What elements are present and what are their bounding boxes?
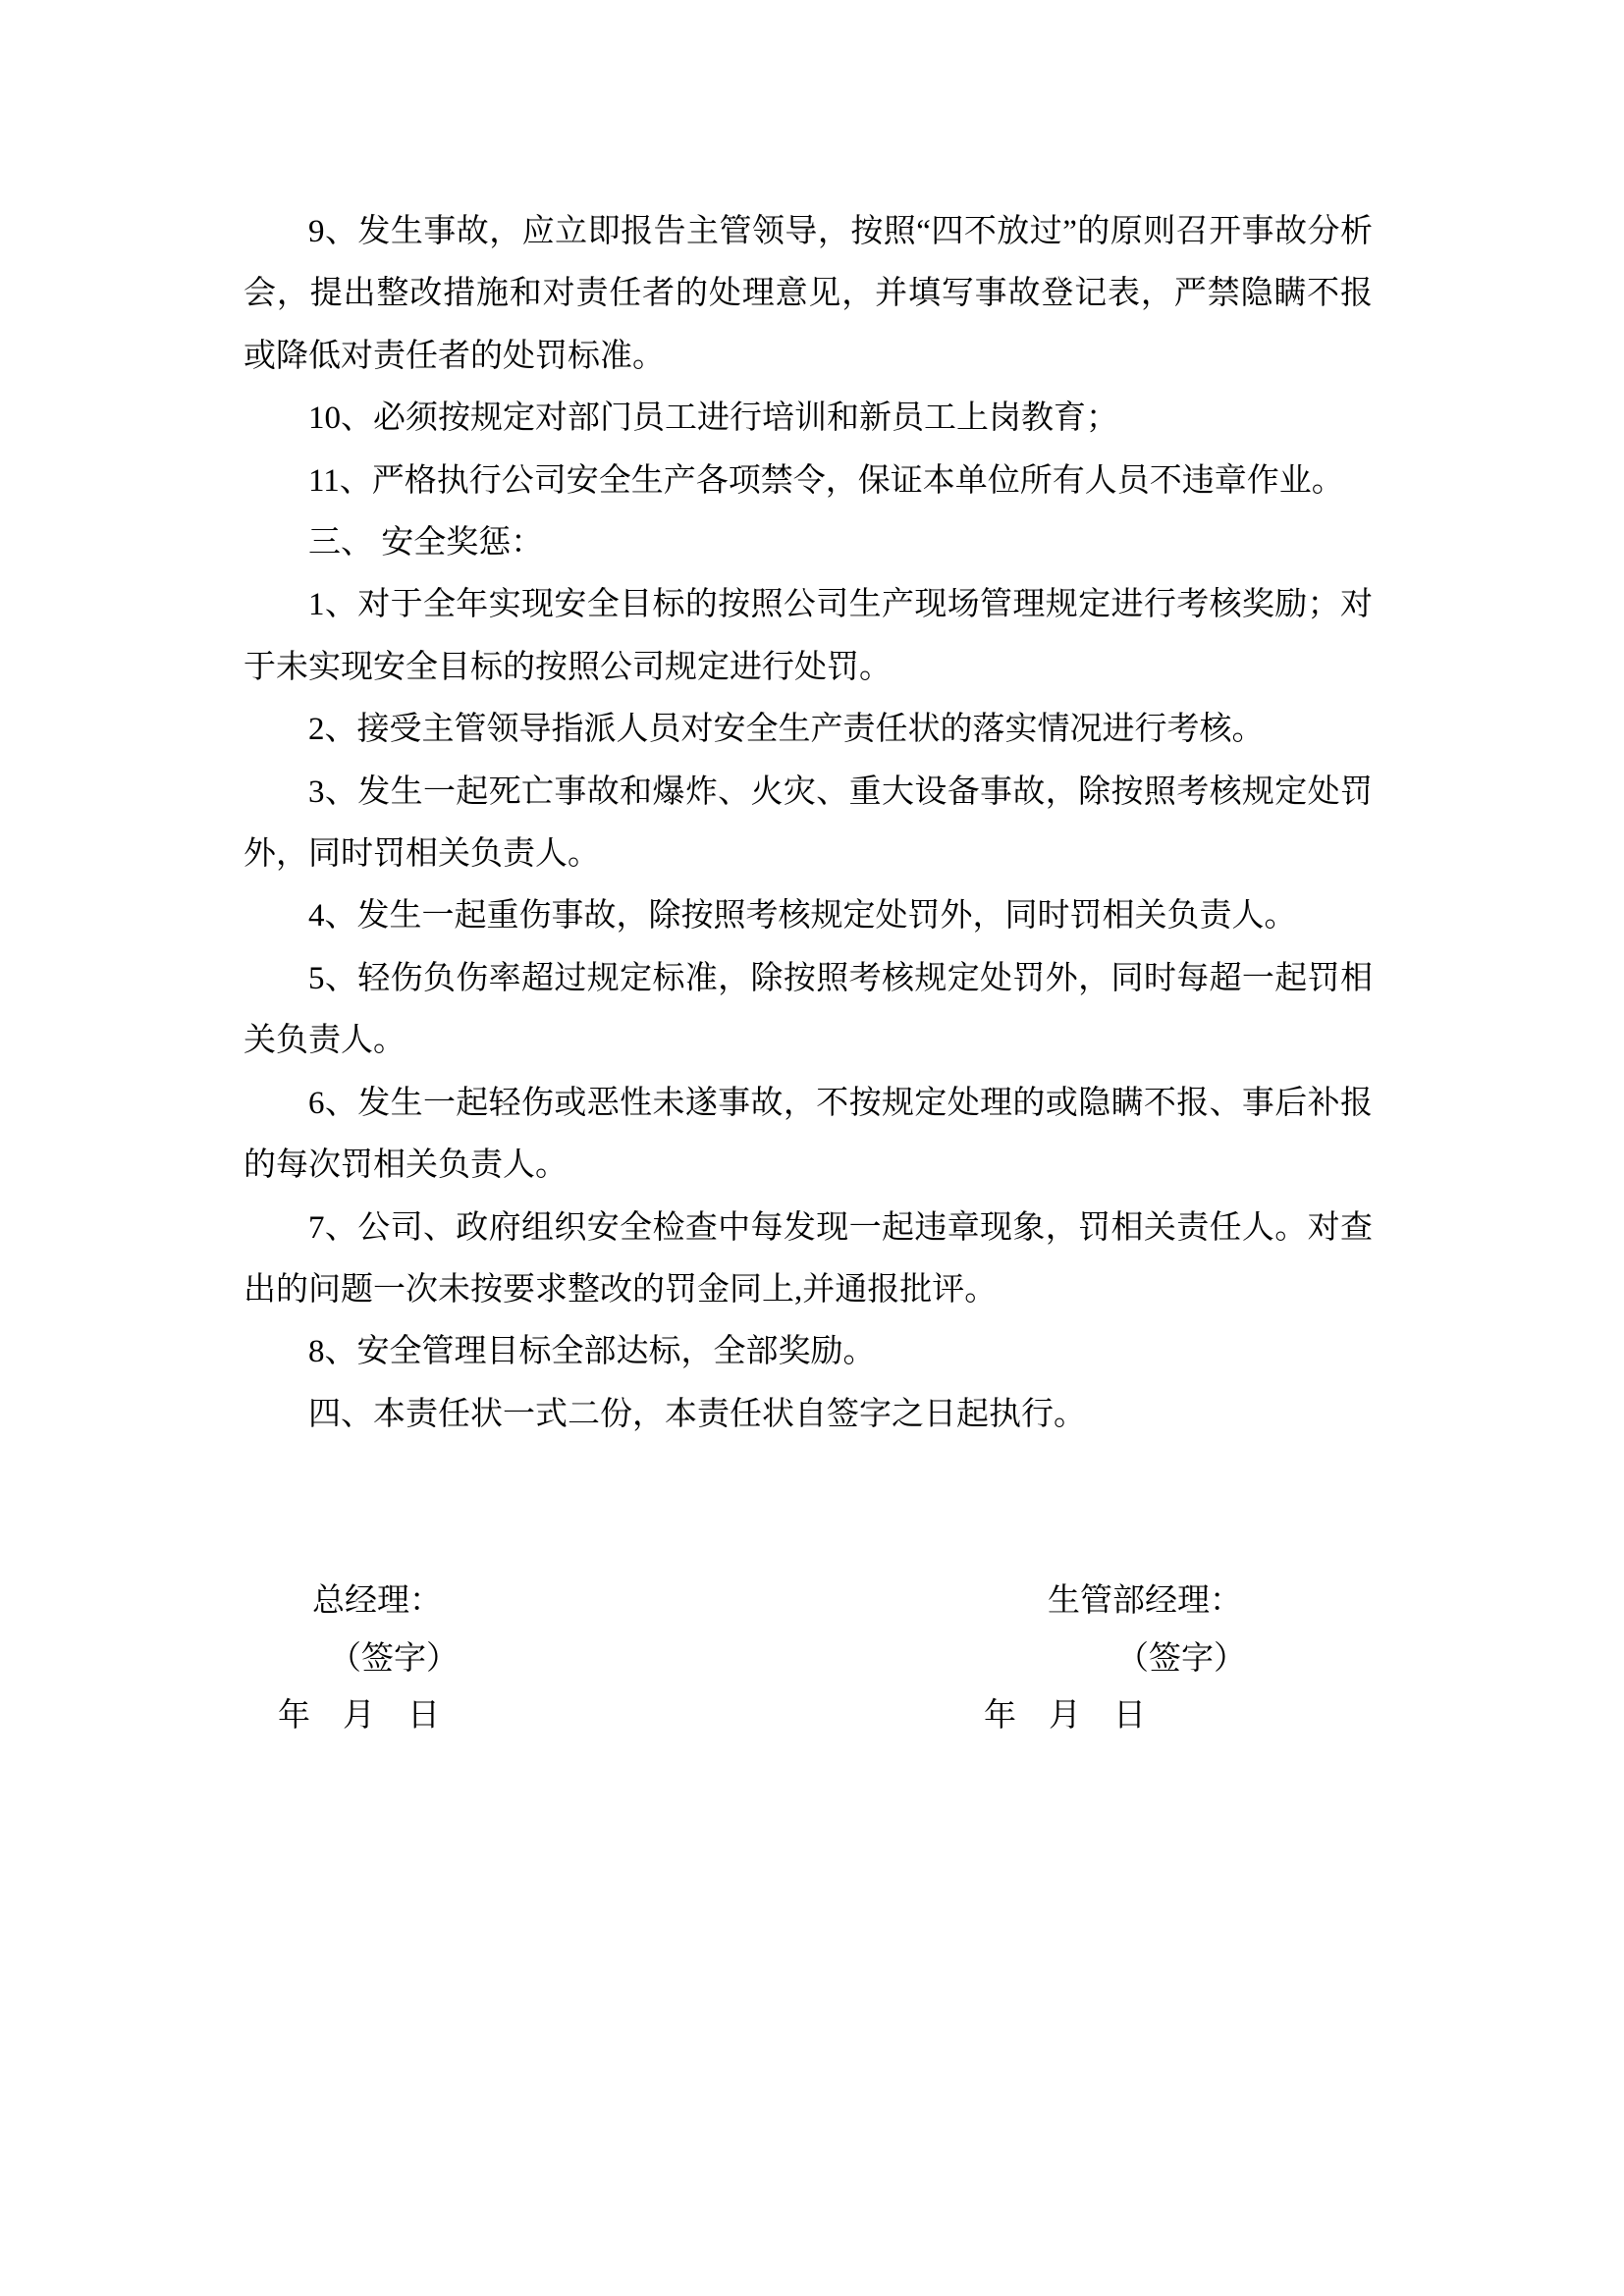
- signature-right-sign-label: （签字）: [1116, 1641, 1246, 1677]
- body-paragraph-item-11: 11、严格执行公司安全生产各项禁令，保证本单位所有人员不违章作业。: [308, 462, 1344, 499]
- body-paragraph-reward-7: 7、公司、政府组织安全检查中每发现一起违章现象，罚相关责任人。对查出的问题一次未按要求整改的罚金同上,并通报批评。: [244, 1209, 1373, 1308]
- body-paragraph-item-10: 10、必须按规定对部门员工进行培训和新员工上岗教育；: [308, 400, 1118, 437]
- signature-left-date-line: 年 月 日: [278, 1698, 440, 1734]
- body-paragraph-item-9: 9、发生事故，应立即报告主管领导，按照“四不放过”的原则召开事故分析会，提出整改措施和对责任者的处理意见，并填写事故登记表，严禁隐瞒不报或降低对责任者的处罚标准。: [244, 214, 1373, 374]
- document-body: [244, 201, 1373, 1446]
- section-paragraph-execution: 四、本责任状一式二份，本责任状自签字之日起执行。: [308, 1396, 1086, 1432]
- body-paragraph-reward-8: 8、安全管理目标全部达标，全部奖励。: [308, 1334, 876, 1370]
- signature-right-date-line: 年 月 日: [984, 1698, 1146, 1734]
- body-paragraph-reward-4: 4、发生一起重伤事故，除按照考核规定处罚外，同时罚相关负责人。: [308, 898, 1297, 934]
- body-paragraph-reward-1: 1、对于全年实现安全目标的按照公司生产现场管理规定进行考核奖励；对于未实现安全目标的按照公司规定进行处罚。: [244, 587, 1373, 685]
- signature-right-title: 生管部经理：: [1048, 1583, 1242, 1619]
- signature-left-title: 总经理：: [312, 1583, 442, 1619]
- body-paragraph-reward-3: 3、发生一起死亡事故和爆炸、火灾、重大设备事故，除按照考核规定处罚外，同时罚相关负责人。: [244, 774, 1373, 873]
- body-paragraph-reward-6: 6、发生一起轻伤或恶性未遂事故，不按规定处理的或隐瞒不报、事后补报的每次罚相关负责人。: [244, 1085, 1373, 1184]
- body-paragraph-reward-5: 5、轻伤负伤率超过规定标准，除按照考核规定处罚外，同时每超一起罚相关负责人。: [244, 960, 1373, 1059]
- signature-left-sign-label: （签字）: [329, 1641, 459, 1677]
- section-heading-rewards: 三、 安全奖惩：: [308, 525, 544, 561]
- body-paragraph-reward-2: 2、接受主管领导指派人员对安全生产责任状的落实情况进行考核。: [308, 712, 1265, 748]
